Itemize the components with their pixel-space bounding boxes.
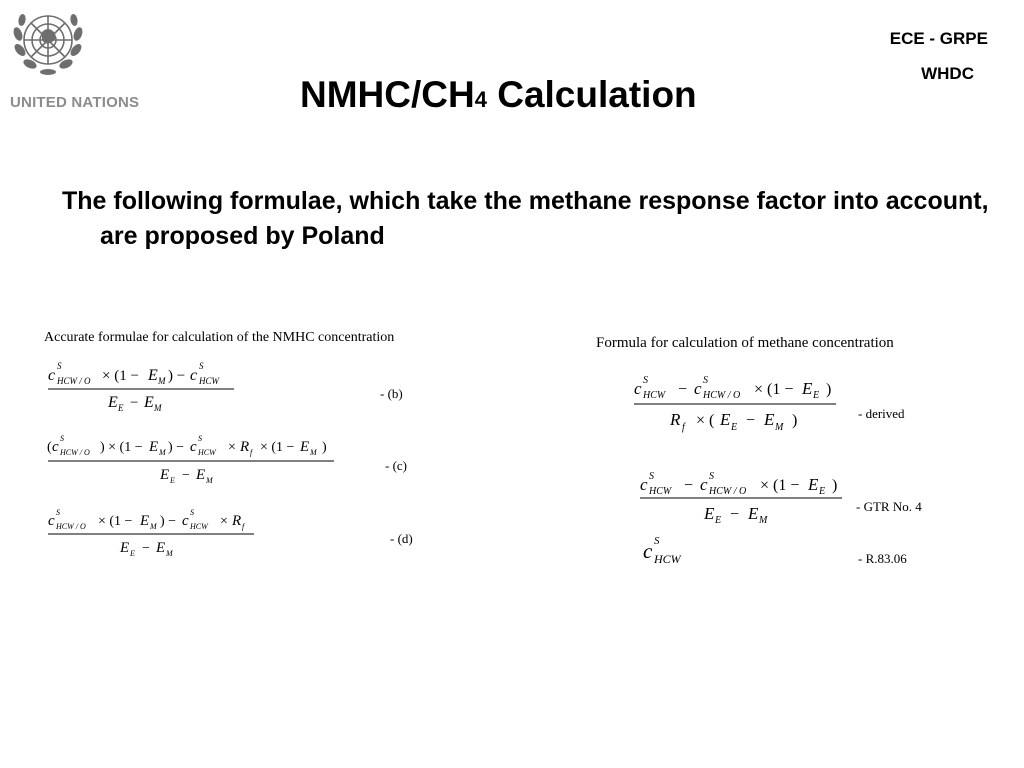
- header-working-group: WHDC: [921, 64, 974, 83]
- formula-c-label: - (c): [385, 458, 408, 473]
- svg-text:E: E: [808, 475, 819, 494]
- svg-text:c: c: [643, 539, 653, 563]
- svg-text:× (1 −: × (1 −: [102, 368, 139, 384]
- formula-r8306: [640, 532, 710, 572]
- formula-derived-label: - derived: [858, 406, 905, 421]
- svg-text:−: −: [678, 381, 688, 398]
- svg-text:): ): [832, 477, 838, 494]
- svg-text:HCW / O: HCW / O: [56, 522, 86, 531]
- united-nations-emblem-icon: [8, 4, 88, 80]
- svg-text:E: E: [720, 410, 731, 429]
- svg-text:−: −: [730, 506, 740, 523]
- svg-text:M: M: [158, 376, 166, 386]
- svg-text:−: −: [130, 395, 139, 411]
- svg-text:E: E: [149, 439, 159, 455]
- svg-text:E: E: [144, 394, 154, 411]
- svg-text:E: E: [764, 410, 775, 429]
- formula-d-label: - (d): [390, 531, 413, 546]
- svg-text:): ): [322, 440, 327, 455]
- svg-text:): ): [826, 381, 832, 398]
- svg-text:S: S: [56, 508, 60, 517]
- svg-text:f: f: [242, 522, 245, 531]
- right-panel-caption: Formula for calculation of methane concentration: [596, 335, 894, 351]
- svg-text:E: E: [140, 513, 150, 529]
- svg-text:×: ×: [220, 514, 228, 529]
- svg-text:c: c: [700, 475, 708, 494]
- svg-text:E: E: [813, 390, 820, 401]
- formula-b: [44, 358, 244, 416]
- svg-text:E: E: [120, 540, 130, 556]
- svg-text:E: E: [704, 504, 715, 523]
- svg-text:E: E: [715, 515, 722, 526]
- header-committee: ECE - GRPE: [889, 29, 988, 48]
- svg-text:) −: ) −: [160, 514, 177, 529]
- svg-text:× (1 −: × (1 −: [260, 440, 295, 455]
- svg-text:HCW: HCW: [649, 486, 672, 497]
- svg-text:E: E: [118, 403, 124, 413]
- svg-text:M: M: [759, 515, 768, 526]
- page-title: [300, 74, 697, 116]
- formula-gtr4-label: - GTR No. 4: [856, 499, 922, 514]
- svg-text:HCW / O: HCW / O: [60, 448, 90, 457]
- formula-d: [44, 506, 264, 562]
- svg-text:E: E: [170, 476, 175, 485]
- svg-text:c: c: [640, 475, 648, 494]
- svg-text:M: M: [775, 422, 784, 433]
- svg-text:× (1 −: × (1 −: [760, 477, 800, 494]
- organization-name: UNITED NATIONS: [10, 94, 140, 111]
- title-subscript: 4: [474, 87, 487, 112]
- svg-text:×: ×: [228, 440, 236, 455]
- svg-text:M: M: [159, 448, 166, 457]
- formula-gtr4: [636, 466, 852, 528]
- svg-text:R: R: [670, 410, 681, 429]
- svg-text:c: c: [48, 367, 56, 384]
- svg-text:c: c: [182, 513, 189, 529]
- svg-text:S: S: [60, 434, 64, 443]
- title-text: NMHC/CH: [300, 74, 475, 115]
- svg-text:−: −: [142, 541, 150, 556]
- svg-text:E: E: [160, 467, 170, 483]
- svg-text:S: S: [199, 361, 204, 371]
- svg-text:−: −: [684, 477, 694, 494]
- svg-text:M: M: [206, 476, 213, 485]
- formula-r8306-label: - R.83.06: [858, 551, 907, 566]
- svg-text:S: S: [190, 508, 194, 517]
- svg-text:c: c: [52, 439, 59, 455]
- svg-text:c: c: [48, 513, 55, 529]
- svg-text:−: −: [746, 412, 756, 429]
- svg-text:S: S: [654, 535, 660, 547]
- svg-text:f: f: [250, 448, 253, 457]
- formula-c: [44, 432, 344, 488]
- svg-text:R: R: [240, 439, 250, 455]
- svg-text:c: c: [190, 367, 198, 384]
- intro-paragraph: The following formulae, which take the methane response factor into account, are proposed by Poland: [62, 187, 989, 250]
- title-rest: Calculation: [486, 74, 697, 115]
- formula-derived: [630, 370, 850, 436]
- svg-text:S: S: [703, 375, 708, 386]
- svg-text:E: E: [156, 540, 166, 556]
- svg-text:S: S: [649, 471, 654, 482]
- svg-text:): ): [792, 412, 798, 429]
- svg-text:HCW / O: HCW / O: [709, 486, 747, 497]
- svg-text:c: c: [634, 379, 642, 398]
- svg-text:S: S: [57, 361, 62, 371]
- svg-text:E: E: [130, 549, 135, 558]
- svg-text:S: S: [643, 375, 648, 386]
- svg-text:M: M: [154, 403, 162, 413]
- svg-text:M: M: [150, 522, 157, 531]
- svg-text:M: M: [166, 549, 173, 558]
- svg-text:) × (1 −: ) × (1 −: [100, 440, 143, 455]
- svg-text:HCW: HCW: [198, 448, 216, 457]
- svg-text:× (: × (: [696, 412, 715, 429]
- svg-text:HCW / O: HCW / O: [57, 376, 91, 386]
- svg-text:HCW: HCW: [199, 376, 219, 386]
- svg-text:S: S: [709, 471, 714, 482]
- svg-text:E: E: [819, 486, 826, 497]
- svg-text:E: E: [731, 422, 738, 433]
- svg-text:× (1 −: × (1 −: [754, 381, 794, 398]
- svg-text:E: E: [802, 379, 813, 398]
- svg-text:) −: ) −: [168, 368, 186, 384]
- svg-text:E: E: [748, 504, 759, 523]
- svg-text:E: E: [108, 394, 118, 411]
- svg-text:M: M: [310, 448, 317, 457]
- svg-text:HCW: HCW: [190, 522, 208, 531]
- svg-text:c: c: [190, 439, 197, 455]
- left-panel-caption: Accurate formulae for calculation of the NMHC concentration: [44, 330, 395, 345]
- formula-b-label: - (b): [380, 386, 403, 401]
- svg-text:c: c: [694, 379, 702, 398]
- svg-text:E: E: [148, 367, 158, 384]
- svg-text:) −: ) −: [168, 440, 185, 455]
- svg-text:E: E: [300, 439, 310, 455]
- svg-text:HCW / O: HCW / O: [703, 390, 741, 401]
- svg-text:f: f: [682, 422, 685, 433]
- svg-text:E: E: [196, 467, 206, 483]
- svg-text:× (1 −: × (1 −: [98, 514, 133, 529]
- svg-text:−: −: [182, 468, 190, 483]
- svg-text:R: R: [232, 513, 242, 529]
- svg-text:(: (: [47, 440, 52, 455]
- svg-text:HCW: HCW: [654, 552, 681, 566]
- svg-text:HCW: HCW: [643, 390, 666, 401]
- svg-text:S: S: [198, 434, 202, 443]
